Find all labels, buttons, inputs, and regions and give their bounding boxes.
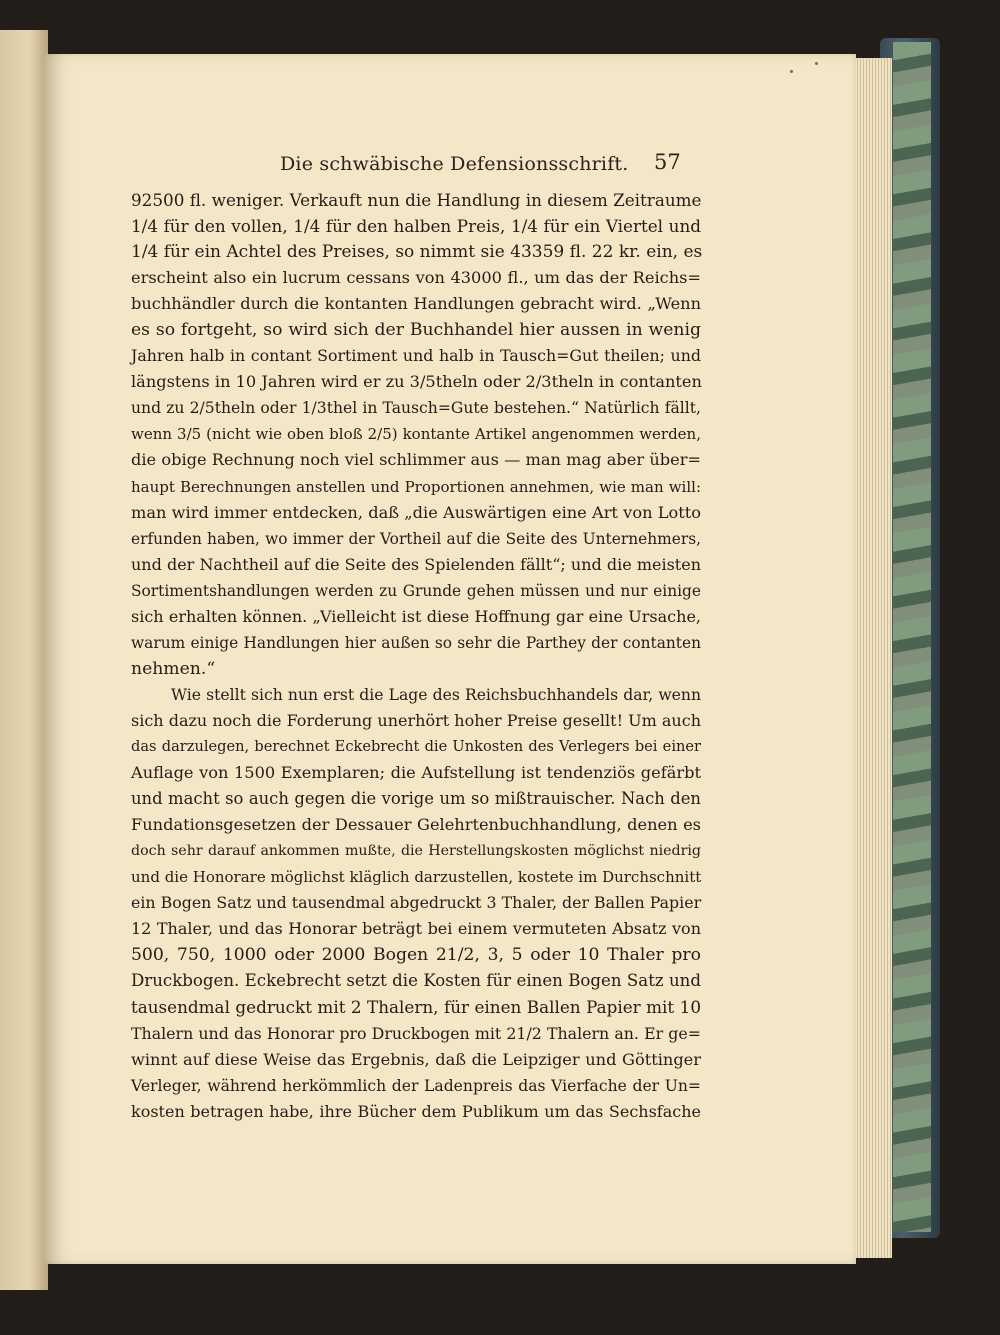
text-line: 12 Thaler, und das Honorar beträgt bei einem vermuteten Absatz von	[131, 919, 701, 939]
text-line: man wird immer entdecken, daß „die Auswärtigen eine Art von Lotto	[131, 502, 701, 522]
paper-speck	[815, 62, 818, 65]
text-line: warum einige Handlungen hier außen so sehr die Parthey der contanten	[131, 633, 701, 652]
text-line: sich erhalten können. „Vielleicht ist diese Hoffnung gar eine Ursache,	[131, 606, 701, 626]
text-line: 500, 750, 1000 oder 2000 Bogen 21/2, 3, 5 oder 10 Thaler pro	[131, 945, 701, 966]
running-head: Die schwäbische Defensionsschrift.	[280, 153, 629, 175]
text-line: tausendmal gedruckt mit 2 Thalern, für einen Ballen Papier mit 10	[131, 997, 701, 1018]
text-line: Sortimentshandlungen werden zu Grunde gehen müssen und nur einige	[131, 581, 701, 600]
text-line: und die Honorare möglichst kläglich darzustellen, kostete im Durchschnitt	[131, 868, 702, 887]
body-text	[131, 187, 701, 1125]
text-line: sich dazu noch die Forderung unerhört hoher Preise gesellt! Um auch	[131, 710, 701, 730]
text-line: Verleger, während herkömmlich der Ladenpreis das Vierfache der Un=	[131, 1076, 701, 1095]
text-line: 92500 fl. weniger. Verkauft nun die Handlung in diesem Zeitraume	[131, 190, 702, 210]
text-line: doch sehr darauf ankommen mußte, die Herstellungskosten möglichst niedrig	[131, 843, 701, 860]
text-line: das darzulegen, berechnet Eckebrecht die Unkosten des Verlegers bei einer	[131, 737, 701, 755]
text-line: Auflage von 1500 Exemplaren; die Aufstellung ist tendenziös gefärbt	[131, 763, 701, 783]
text-line: Fundationsgesetzen der Dessauer Gelehrtenbuchhandlung, denen es	[131, 815, 701, 835]
text-line: die obige Rechnung noch viel schlimmer aus — man mag aber über=	[131, 450, 701, 470]
text-line: wenn 3/5 (nicht wie oben bloß 2/5) kontante Artikel angenommen werden,	[131, 425, 701, 444]
paper-speck	[790, 70, 793, 73]
text-line: längstens in 10 Jahren wird er zu 3/5theln oder 2/3theln in contanten	[131, 372, 702, 392]
text-line: erfunden haben, wo immer der Vortheil auf die Seite des Unternehmers,	[131, 529, 701, 548]
text-line: Druckbogen. Eckebrecht setzt die Kosten für einen Bogen Satz und	[131, 971, 701, 991]
facing-page-edge	[0, 30, 48, 1290]
text-line: buchhändler durch die kontanten Handlungen gebracht wird. „Wenn	[131, 294, 701, 314]
text-line: 1/4 für ein Achtel des Preises, so nimmt sie 43359 fl. 22 kr. ein, es	[131, 242, 703, 263]
text-line: ein Bogen Satz und tausendmal abgedruckt 3 Thaler, der Ballen Papier	[131, 893, 702, 913]
text-line: und der Nachtheil auf die Seite des Spielenden fällt“; und die meisten	[131, 554, 701, 574]
text-line: 1/4 für den vollen, 1/4 für den halben Preis, 1/4 für ein Viertel und	[131, 216, 701, 237]
text-line: haupt Berechnungen anstellen und Proportionen annehmen, wie man will:	[131, 477, 701, 496]
text-line: und zu 2/5theln oder 1/3thel in Tausch=Gute bestehen.“ Natürlich fällt,	[131, 399, 701, 418]
text-line: nehmen.“	[131, 658, 216, 679]
text-line: Jahren halb in contant Sortiment und halb in Tausch=Gut theilen; und	[131, 346, 701, 366]
text-line: Thalern und das Honorar pro Druckbogen mit 21/2 Thalern an. Er ge=	[131, 1023, 701, 1043]
marbled-board-edge	[893, 42, 931, 1232]
text-line: kosten betragen habe, ihre Bücher dem Publikum um das Sechsfache	[131, 1101, 701, 1121]
text-line: Wie stellt sich nun erst die Lage des Reichsbuchhandels dar, wenn	[171, 685, 701, 704]
text-line: es so fortgeht, so wird sich der Buchhandel hier aussen in wenig	[131, 320, 701, 341]
text-line: und macht so auch gegen die vorige um so mißtrauischer. Nach den	[131, 789, 701, 809]
page-number: 57	[654, 150, 681, 174]
text-line: erscheint also ein lucrum cessans von 43000 fl., um das der Reichs=	[131, 268, 701, 288]
text-line: winnt auf diese Weise das Ergebnis, daß die Leipziger und Göttinger	[131, 1049, 701, 1069]
page-stack-edges	[852, 58, 892, 1258]
